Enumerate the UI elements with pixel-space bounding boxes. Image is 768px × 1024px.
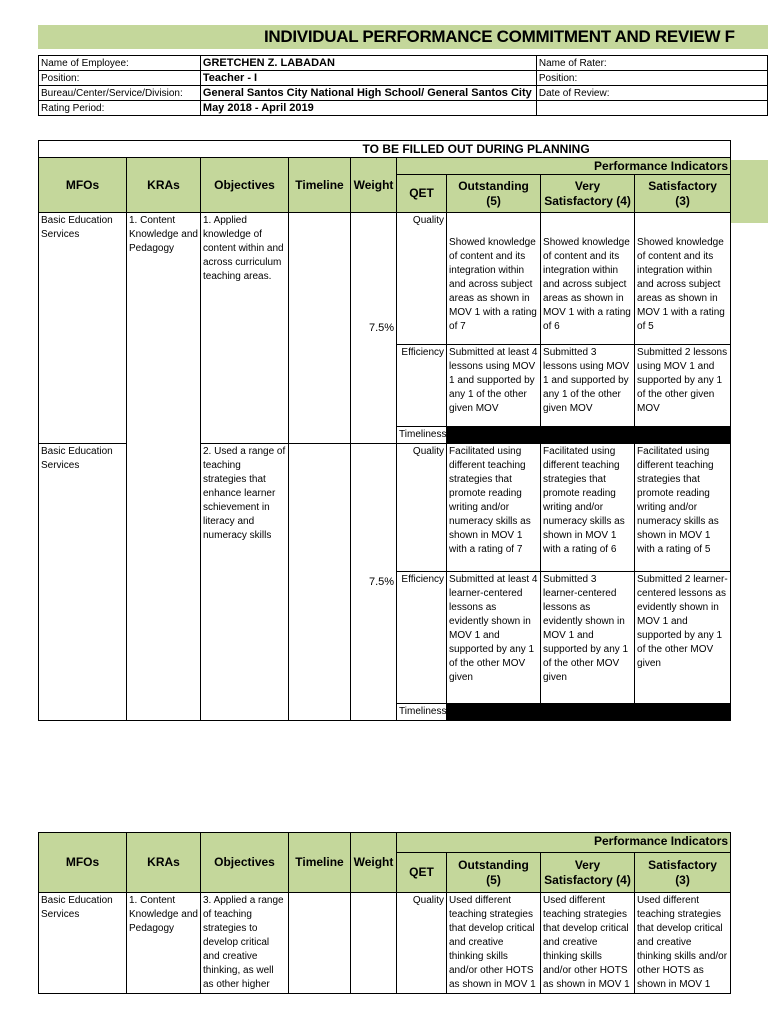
position-label: Position: bbox=[39, 71, 201, 86]
bureau-label: Bureau/Center/Service/Division: bbox=[39, 86, 201, 101]
header-timeline: Timeline bbox=[289, 158, 351, 213]
row1-quality-label: Quality bbox=[397, 213, 447, 345]
header2-very-satisfactory: Very Satisfactory (4) bbox=[541, 853, 635, 893]
row2-mfo: Basic Education Services bbox=[39, 444, 127, 721]
row1-quality-outstanding: Showed knowledge of content and its integration within and across subject areas as shown in MOV 1 with a rating of 7 bbox=[447, 213, 541, 345]
header-mfos: MFOs bbox=[39, 158, 127, 213]
row2-quality-satisfactory: Facilitated using different teaching strategies that promote reading writing and/or numeracy skills as shown in MOV 1 with a rating of 5 bbox=[635, 444, 731, 572]
header-outstanding: Outstanding (5) bbox=[447, 175, 541, 213]
row2-quality-label: Quality bbox=[397, 444, 447, 572]
employee-info-table bbox=[38, 55, 768, 116]
row3-timeline bbox=[289, 893, 351, 994]
employee-value: GRETCHEN Z. LABADAN bbox=[200, 56, 536, 71]
row2-weight: 7.5% bbox=[351, 444, 397, 721]
planning-table-continued bbox=[38, 832, 731, 994]
row3-quality-label: Quality bbox=[397, 893, 447, 994]
header2-qet: QET bbox=[397, 853, 447, 893]
review-date-label: Date of Review: bbox=[536, 86, 767, 101]
header-satisfactory: Satisfactory (3) bbox=[635, 175, 731, 213]
row1-efficiency-outstanding: Submitted at least 4 lessons using MOV 1 and supported by any 1 of the other given MOV bbox=[447, 345, 541, 427]
row1-efficiency-satisfactory: Submitted 2 lessons using MOV 1 and supported by any 1 of the other given MOV bbox=[635, 345, 731, 427]
row2-quality-outstanding: Facilitated using different teaching strategies that promote reading writing and/or numeracy skills as shown in MOV 1 with a rating of 7 bbox=[447, 444, 541, 572]
row3-quality-very-satisfactory: Used different teaching strategies that develop critical and creative thinking skills and/or other HOTS as shown in MOV 1 bbox=[541, 893, 635, 994]
period-label: Rating Period: bbox=[39, 101, 201, 116]
row3-kra: 1. Content Knowledge and Pedagogy bbox=[127, 893, 201, 994]
row2-efficiency-very-satisfactory: Submitted 3 learner-centered lessons as evidently shown in MOV 1 and supported by any 1 of the other MOV given bbox=[541, 572, 635, 704]
header2-weight: Weight bbox=[351, 833, 397, 893]
row1-kra: 1. Content Knowledge and Pedagogy bbox=[127, 213, 201, 721]
rater-label: Name of Rater: bbox=[536, 56, 767, 71]
rater-position-label: Position: bbox=[536, 71, 767, 86]
row1-efficiency-very-satisfactory: Submitted 3 lessons using MOV 1 and supported by any 1 of the other given MOV bbox=[541, 345, 635, 427]
row3-quality-satisfactory: Used different teaching strategies that develop critical and creative thinking skills and/or other HOTS as shown in MOV 1 bbox=[635, 893, 731, 994]
row2-timeliness-blackout bbox=[447, 704, 731, 721]
header2-mfos: MFOs bbox=[39, 833, 127, 893]
row2-timeliness-label: Timeliness bbox=[397, 704, 447, 721]
row1-objective: 1. Applied knowledge of content within and across curriculum teaching areas. bbox=[201, 213, 289, 444]
row2-efficiency-satisfactory: Submitted 2 learner-centered lessons as evidently shown in MOV 1 and supported by any 1 of the other MOV given bbox=[635, 572, 731, 704]
empty-cell bbox=[536, 101, 767, 116]
row2-objective: 2. Used a range of teaching strategies that enhance learner schievement in literacy and numeracy skills bbox=[201, 444, 289, 721]
row1-mfo: Basic Education Services bbox=[39, 213, 127, 444]
row1-timeliness-blackout bbox=[447, 427, 731, 444]
planning-title: TO BE FILLED OUT DURING PLANNING bbox=[397, 141, 731, 158]
header-kras: KRAs bbox=[127, 158, 201, 213]
header2-timeline: Timeline bbox=[289, 833, 351, 893]
row3-objective: 3. Applied a range of teaching strategies to develop critical and creative thinking, as well as other higher bbox=[201, 893, 289, 994]
row1-weight: 7.5% bbox=[351, 213, 397, 444]
position-value: Teacher - I bbox=[200, 71, 536, 86]
row1-timeliness-label: Timeliness bbox=[397, 427, 447, 444]
employee-label: Name of Employee: bbox=[39, 56, 201, 71]
header2-outstanding: Outstanding (5) bbox=[447, 853, 541, 893]
row2-timeline bbox=[289, 444, 351, 721]
header2-kras: KRAs bbox=[127, 833, 201, 893]
header-very-satisfactory: Very Satisfactory (4) bbox=[541, 175, 635, 213]
header-performance-indicators: Performance Indicators bbox=[397, 158, 731, 175]
row1-efficiency-label: Efficiency bbox=[397, 345, 447, 427]
header2-performance-indicators: Performance Indicators bbox=[397, 833, 731, 853]
header-weight: Weight bbox=[351, 158, 397, 213]
bureau-value: General Santos City National High School/ General Santos City bbox=[200, 86, 536, 101]
row2-efficiency-outstanding: Submitted at least 4 learner-centered lessons as evidently shown in MOV 1 and supported by any 1 of the other MOV given bbox=[447, 572, 541, 704]
row2-efficiency-label: Efficiency bbox=[397, 572, 447, 704]
row3-mfo: Basic Education Services bbox=[39, 893, 127, 994]
planning-table bbox=[38, 140, 731, 721]
row3-weight bbox=[351, 893, 397, 994]
planning-spacer bbox=[39, 141, 397, 158]
header-qet: QET bbox=[397, 175, 447, 213]
row2-quality-very-satisfactory: Facilitated using different teaching strategies that promote reading writing and/or numeracy skills as shown in MOV 1 with a rating of 6 bbox=[541, 444, 635, 572]
form-title: INDIVIDUAL PERFORMANCE COMMITMENT AND REVIEW F bbox=[38, 25, 768, 49]
row3-quality-outstanding: Used different teaching strategies that develop critical and creative thinking skills and/or other HOTS as shown in MOV 1 bbox=[447, 893, 541, 994]
row1-quality-very-satisfactory: Showed knowledge of content and its integration within and across subject areas as shown in MOV 1 with a rating of 6 bbox=[541, 213, 635, 345]
header2-objectives: Objectives bbox=[201, 833, 289, 893]
header-objectives: Objectives bbox=[201, 158, 289, 213]
row1-timeline bbox=[289, 213, 351, 444]
header2-satisfactory: Satisfactory (3) bbox=[635, 853, 731, 893]
side-tab bbox=[730, 160, 768, 223]
row1-quality-satisfactory: Showed knowledge of content and its integration within and across subject areas as shown in MOV 1 with a rating of 5 bbox=[635, 213, 731, 345]
period-value: May 2018 - April 2019 bbox=[200, 101, 536, 116]
